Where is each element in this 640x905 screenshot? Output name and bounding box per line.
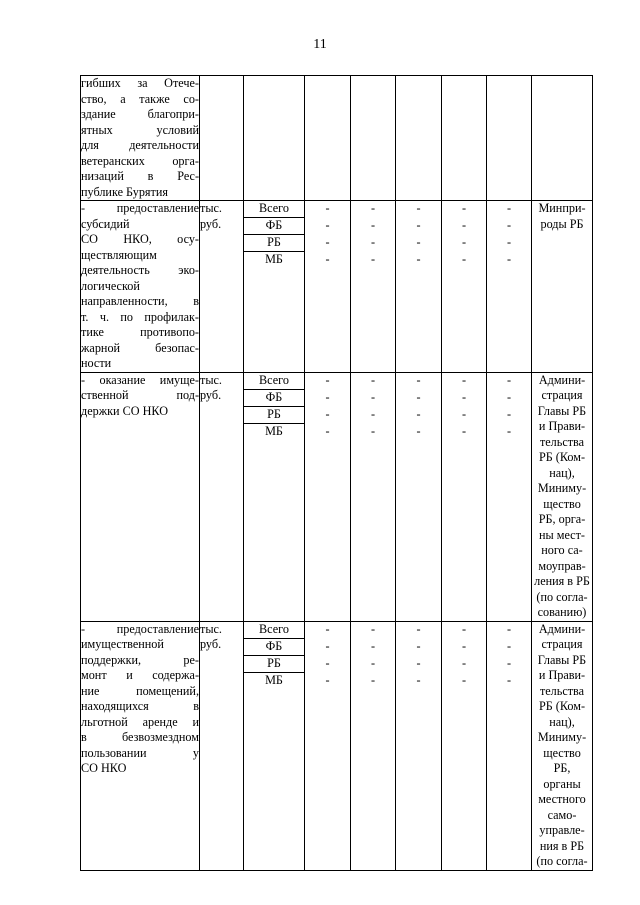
- unit-cell: [200, 372, 244, 621]
- value-dash: -: [370, 201, 376, 215]
- unit-line: руб.: [200, 216, 222, 231]
- executor-line: управле-: [539, 823, 585, 837]
- description-line: гибших за Отече-: [81, 76, 199, 90]
- executor-line: местного: [538, 792, 586, 806]
- description-line: поддержки, ре-: [81, 652, 199, 667]
- funding-source-label: ФБ: [244, 638, 304, 655]
- activity-description: [81, 372, 200, 621]
- value-dash: -: [416, 655, 421, 670]
- executor-line: страция: [541, 388, 583, 402]
- value-dash: -: [325, 252, 330, 266]
- responsible-executor: [532, 76, 593, 201]
- funding-source-label: РБ: [244, 655, 304, 672]
- year-value-cell: [351, 76, 396, 201]
- value-dash: -: [461, 218, 467, 232]
- description-line: публике Бурятия: [81, 184, 168, 199]
- description-line: находящихся в: [81, 699, 199, 713]
- funding-source-label: МБ: [265, 672, 283, 687]
- executor-line: и Прави-: [538, 419, 586, 433]
- funding-source-label: РБ: [244, 406, 304, 423]
- activity-description: [81, 621, 200, 870]
- description-line: низаций в Рес-: [81, 169, 199, 183]
- value-dash: -: [416, 672, 421, 687]
- value-dash: -: [370, 252, 376, 266]
- year-value-cell: [442, 201, 487, 373]
- description-line: в безвозмездном: [81, 730, 199, 744]
- executor-line: моуправ-: [538, 558, 586, 573]
- funding-source-label: ФБ: [244, 218, 304, 235]
- description-line: направленности, в: [81, 294, 199, 308]
- value-dash: -: [370, 235, 376, 249]
- executor-line: Минпри-: [538, 201, 586, 215]
- year-value-cell: [396, 76, 442, 201]
- value-dash: -: [416, 201, 421, 215]
- description-line: ветеранских орга-: [81, 153, 199, 168]
- funding-source-label: МБ: [265, 252, 283, 266]
- value-dash: -: [325, 218, 330, 232]
- value-dash: -: [325, 655, 330, 670]
- executor-line: Миниму-: [537, 730, 587, 744]
- value-dash: -: [370, 672, 376, 687]
- funding-source-label: Всего: [244, 622, 304, 639]
- funding-source-label: МБ: [265, 423, 283, 438]
- value-dash: -: [370, 372, 376, 387]
- executor-line: ления в РБ: [534, 574, 590, 588]
- value-dash: -: [506, 201, 512, 215]
- executor-line: нац),: [549, 465, 575, 480]
- description-line: - предоставление: [81, 201, 199, 215]
- executor-line: Главы РБ: [537, 652, 587, 667]
- funding-source-cell: [244, 372, 305, 621]
- year-value-cell: [442, 76, 487, 201]
- value-dash: -: [370, 423, 376, 438]
- funding-source-cell: [244, 201, 305, 373]
- unit-line: тыс.: [200, 372, 222, 387]
- executor-line: тельства: [539, 683, 585, 698]
- value-dash: -: [325, 201, 330, 215]
- funding-source-cell: [244, 621, 305, 870]
- value-dash: -: [461, 252, 467, 266]
- description-line: т. ч. по профилак-: [81, 309, 199, 324]
- description-line: имущественной: [81, 637, 164, 651]
- year-value-cell: [305, 621, 351, 870]
- year-value-cell: [351, 621, 396, 870]
- responsible-executor: [532, 201, 593, 373]
- value-dash: -: [416, 235, 421, 249]
- value-dash: -: [506, 423, 512, 438]
- page-number: 11: [313, 37, 327, 52]
- year-value-cell: [305, 76, 351, 201]
- funding-source-list: [244, 373, 304, 440]
- value-dash: -: [325, 389, 330, 404]
- description-line: ществляющим: [81, 247, 157, 262]
- year-value-cell: [351, 201, 396, 373]
- executor-line: щество: [543, 496, 581, 511]
- value-dash: -: [416, 638, 421, 653]
- value-dash: -: [461, 201, 467, 215]
- value-dash: -: [416, 218, 421, 232]
- value-dash: -: [506, 389, 512, 404]
- responsible-executor: [532, 372, 593, 621]
- year-value-cell: [351, 372, 396, 621]
- value-dash: -: [461, 655, 467, 670]
- funding-source-row: [244, 252, 304, 269]
- description-line: - оказание имуще-: [81, 372, 199, 387]
- description-line: пользовании у: [81, 745, 199, 760]
- executor-line: роды РБ: [540, 216, 584, 231]
- unit-cell: [200, 201, 244, 373]
- funding-source-row: [244, 389, 304, 406]
- description-line: монт и содержа-: [81, 668, 199, 682]
- description-line: субсидий: [81, 216, 130, 231]
- year-value-cell: [487, 201, 532, 373]
- year-value-cell: [487, 372, 532, 621]
- executor-line: Админи-: [538, 372, 586, 387]
- value-dash: -: [506, 638, 512, 653]
- funding-source-list: [244, 201, 304, 268]
- value-dash: -: [416, 252, 421, 266]
- value-dash: -: [416, 406, 421, 421]
- value-dash: -: [461, 372, 467, 387]
- unit-line: тыс.: [200, 621, 222, 636]
- funding-source-row: [244, 373, 304, 390]
- funding-source-row: [244, 235, 304, 252]
- value-dash: -: [416, 372, 421, 387]
- value-dash: -: [370, 655, 376, 670]
- funding-source-row: [244, 201, 304, 218]
- value-dash: -: [325, 621, 330, 636]
- value-dash: -: [506, 372, 512, 387]
- value-dash: -: [325, 406, 330, 421]
- value-dash: -: [325, 235, 330, 249]
- description-line: СО НКО, осу-: [81, 232, 199, 246]
- description-line: деятельность эко-: [81, 263, 199, 277]
- executor-line: (по согла-: [536, 589, 588, 604]
- funding-source-list: [244, 622, 304, 689]
- description-line: ности: [81, 356, 112, 370]
- executor-line: РБ,: [553, 761, 571, 775]
- value-dash: -: [461, 423, 467, 438]
- value-dash: -: [461, 406, 467, 421]
- funding-source-row: [244, 406, 304, 423]
- value-dash: -: [506, 252, 512, 266]
- value-dash: -: [325, 372, 330, 387]
- executor-line: РБ (Ком-: [538, 450, 586, 464]
- description-line: здание благопри-: [81, 107, 199, 121]
- description-line: логической: [81, 278, 140, 293]
- description-line: льготной аренде и: [81, 714, 199, 729]
- value-dash: -: [416, 389, 421, 404]
- unit-line: руб.: [200, 637, 222, 651]
- program-table: [80, 75, 593, 871]
- executor-line: тельства: [539, 434, 585, 449]
- executor-line: и Прави-: [538, 668, 586, 682]
- year-value-cell: [487, 621, 532, 870]
- value-dash: -: [506, 235, 512, 249]
- description-line: СО НКО: [81, 761, 127, 775]
- executor-line: сованию): [537, 605, 587, 619]
- executor-line: щество: [543, 745, 581, 760]
- value-dash: -: [370, 406, 376, 421]
- activity-description: [81, 201, 200, 373]
- value-dash: -: [506, 655, 512, 670]
- value-dash: -: [325, 423, 330, 438]
- executor-line: Админи-: [538, 621, 586, 636]
- value-dash: -: [506, 406, 512, 421]
- funding-source-label: РБ: [244, 235, 304, 252]
- value-dash: -: [370, 218, 376, 232]
- description-line: для деятельности: [81, 138, 199, 152]
- value-dash: -: [506, 672, 512, 687]
- value-dash: -: [416, 621, 421, 636]
- unit-cell: [200, 76, 244, 201]
- value-dash: -: [461, 638, 467, 653]
- executor-line: РБ, орга-: [538, 512, 586, 526]
- value-dash: -: [370, 638, 376, 653]
- executor-line: страция: [541, 637, 583, 651]
- unit-line: руб.: [200, 388, 222, 402]
- value-dash: -: [325, 638, 330, 653]
- funding-source-row: [244, 655, 304, 672]
- value-dash: -: [506, 218, 512, 232]
- description-line: ство, а также со-: [81, 91, 199, 106]
- description-line: держки СО НКО: [81, 403, 169, 418]
- value-dash: -: [325, 672, 330, 687]
- value-dash: -: [461, 235, 467, 249]
- executor-line: нац),: [549, 714, 575, 729]
- value-dash: -: [461, 672, 467, 687]
- executor-line: Миниму-: [537, 481, 587, 495]
- year-value-cell: [442, 372, 487, 621]
- unit-cell: [200, 621, 244, 870]
- funding-source-row: [244, 218, 304, 235]
- activity-description: [81, 76, 200, 201]
- executor-line: ния в РБ: [539, 838, 585, 853]
- executor-line: (по согла-: [536, 854, 588, 868]
- value-dash: -: [506, 621, 512, 636]
- year-value-cell: [396, 621, 442, 870]
- table-row: [81, 621, 593, 870]
- description-line: ятных условий: [81, 122, 199, 137]
- funding-source-row: [244, 672, 304, 689]
- funding-source-label: Всего: [244, 373, 304, 390]
- funding-source-row: [244, 423, 304, 440]
- funding-source-cell: [244, 76, 305, 201]
- description-line: - предоставление: [81, 621, 199, 636]
- year-value-cell: [396, 372, 442, 621]
- year-value-cell: [305, 201, 351, 373]
- description-line: ственной под-: [81, 388, 199, 402]
- funding-source-label: Всего: [244, 201, 304, 218]
- executor-line: ны мест-: [539, 527, 585, 542]
- executor-line: само-: [547, 807, 577, 822]
- funding-source-row: [244, 638, 304, 655]
- description-line: жарной безопас-: [81, 340, 199, 355]
- table-row: [81, 76, 593, 201]
- funding-source-label: ФБ: [244, 389, 304, 406]
- year-value-cell: [305, 372, 351, 621]
- year-value-cell: [442, 621, 487, 870]
- value-dash: -: [370, 389, 376, 404]
- value-dash: -: [461, 389, 467, 404]
- table-row: [81, 372, 593, 621]
- table-row: [81, 201, 593, 373]
- funding-source-row: [244, 622, 304, 639]
- executor-line: органы: [543, 776, 581, 791]
- value-dash: -: [461, 621, 467, 636]
- description-line: ние помещений,: [81, 683, 199, 698]
- responsible-executor: [532, 621, 593, 870]
- value-dash: -: [370, 621, 376, 636]
- value-dash: -: [416, 423, 421, 438]
- year-value-cell: [487, 76, 532, 201]
- executor-line: ного са-: [541, 543, 583, 557]
- unit-line: тыс.: [200, 201, 222, 215]
- executor-line: РБ (Ком-: [538, 699, 586, 713]
- year-value-cell: [396, 201, 442, 373]
- executor-line: Главы РБ: [537, 403, 587, 418]
- description-line: тике противопо-: [81, 325, 199, 339]
